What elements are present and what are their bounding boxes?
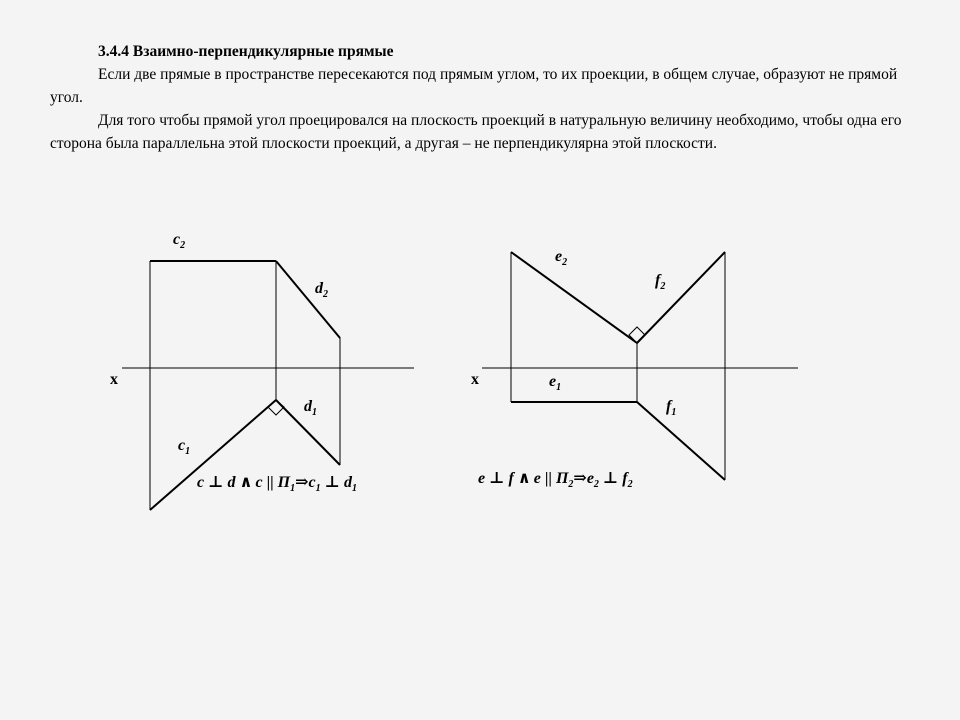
- right-x-axis-label: x: [471, 371, 479, 388]
- line-f2: [637, 252, 725, 343]
- right-angle-marker-left: [268, 400, 284, 415]
- label-d1: $d_1$: [304, 398, 317, 418]
- label-f1: $f_1$: [666, 398, 677, 418]
- label-c1: $c_1$: [178, 437, 191, 457]
- label-d2: $d_2$: [315, 280, 328, 300]
- line-c1: [150, 400, 276, 510]
- label-e1: $e_1$: [549, 373, 562, 393]
- line-f1: [637, 402, 725, 480]
- left-diagram: [110, 231, 414, 510]
- line-e2: [511, 252, 637, 343]
- right-diagram: [471, 248, 798, 490]
- paragraph-1: Если две прямые в пространстве пересекаются под прямым углом, то их проекции, в общем случае, образуют не прямой угол.: [50, 66, 898, 106]
- label-c2: $c_2$: [173, 231, 186, 251]
- formula-right: e ⊥ f ∧ e || $П_2\Rightarrow e_2$ ⊥ $f_2$: [478, 470, 633, 490]
- line-d2: [276, 261, 340, 338]
- right-angle-marker-right: [629, 327, 645, 343]
- left-x-axis-label: x: [110, 371, 118, 388]
- formula-left: c ⊥ d ∧ c || $П_1\Rightarrow c_1$ ⊥ $d_1$: [197, 474, 357, 494]
- label-f2: $f_2$: [655, 272, 666, 292]
- label-e2: $e_2$: [555, 248, 568, 268]
- paragraph-2: Для того чтобы прямой угол проецировался на плоскость проекций в натуральную величину необходимо, чтобы одна его сторона была параллельна этой плоскости проекций, а другая – не перпендикулярна этой плоскости.: [50, 112, 902, 152]
- section-heading: 3.4.4 Взаимно-перпендикулярные прямые: [98, 43, 394, 60]
